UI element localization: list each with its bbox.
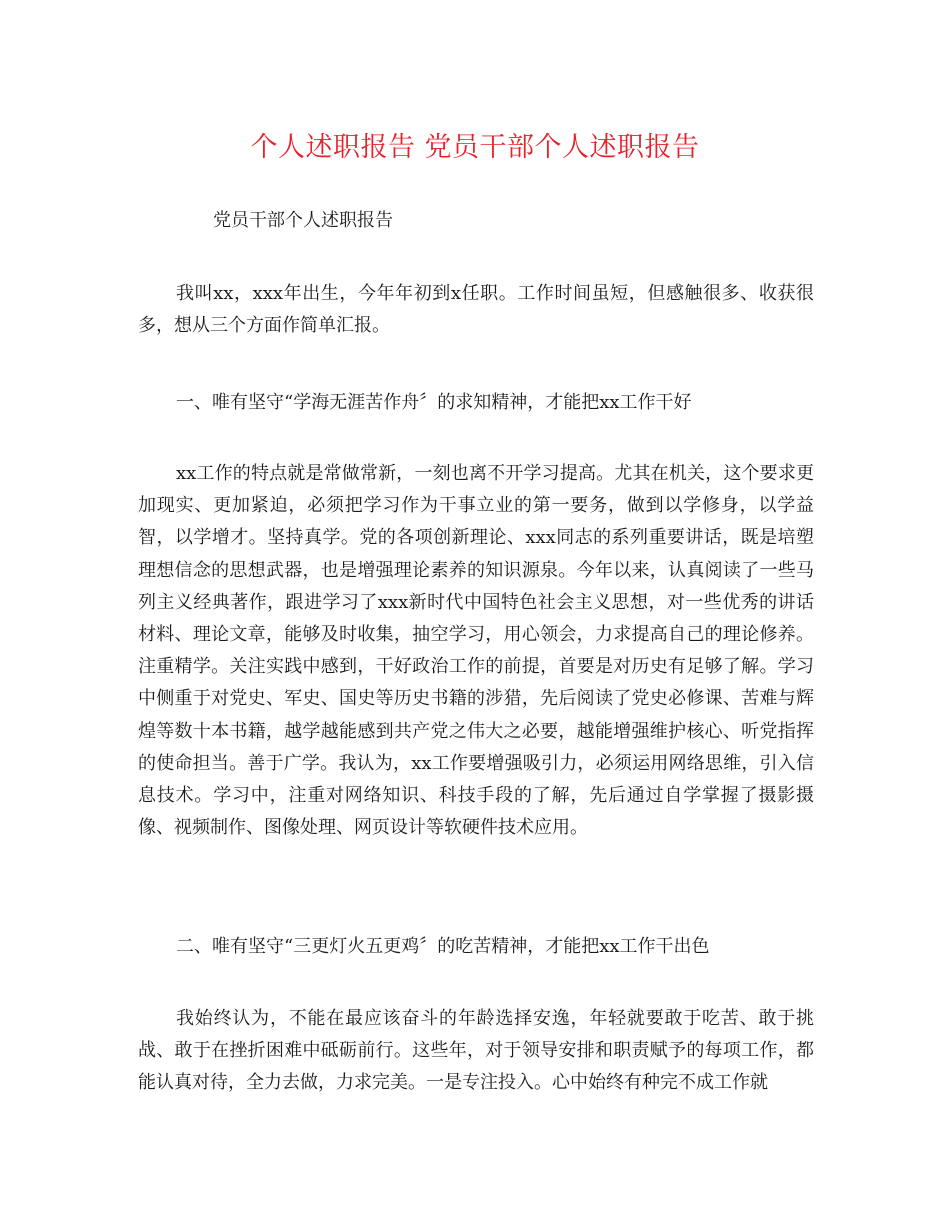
section-two-paragraph: 我始终认为，不能在最应该奋斗的年龄选择安逸，年轻就要敢于吃苦、敢于挑战、敢于在挫折困难中砥砺前行。这些年，对于领导安排和职责赋予的每项工作，都能认真对待，全力去做，力求完美。一是专注投入。心中始终有种完不成工作就 <box>138 1008 814 1094</box>
intro-paragraph: 我叫xx，xxx年出生，今年年初到x任职。工作时间虽短，但感触很多、收获很多，想从三个方面作简单汇报。 <box>138 283 814 337</box>
section-one-heading: 一、唯有坚守“学海无涯苦作舟〞的求知精神，才能把xx工作干好 <box>176 392 692 413</box>
document-subtitle: 党员干部个人述职报告 <box>213 210 393 231</box>
section-one-paragraph: xx工作的特点就是常做常新，一刻也离不开学习提高。尤其在机关，这个要求更加现实、更加紧迫，必须把学习作为干事立业的第一要务，做到以学修身，以学益智，以学增才。坚持真学。党的各项创新理论、xxx同志的系列重要讲话，既是培塑理想信念的思想武器，也是增强理论素养的知识源泉。今年以来，认真阅读了一些马列主义经典著作，跟进学习了xxx新时代中国特色社会主义思想，对一些优秀的讲话材料、理论文章，能够及时收集，抽空学习，用心领会，力求提高自己的理论修养。注重精学。关注实践中感到，干好政治工作的前提，首要是对历史有足够了解。学习中侧重于对党史、军史、国史等历史书籍的涉猎，先后阅读了党史必修课、苦难与辉煌等数十本书籍，越学越能感到共产党之伟大之必要，越能增强维护核心、听党指挥的使命担当。善于广学。我认为，xx工作要增强吸引力，必须运用网络思维，引入信息技术。学习中，注重对网络知识、科技手段的了解，先后通过自学掌握了摄影摄像、视频制作、图像处理、网页设计等软硬件技术应用。 <box>138 463 814 839</box>
section-two-heading: 二、唯有坚守“三更灯火五更鸡〞的吃苦精神，才能把xx工作干出色 <box>176 936 710 957</box>
document-title: 个人述职报告 党员干部个人述职报告 <box>250 132 700 163</box>
